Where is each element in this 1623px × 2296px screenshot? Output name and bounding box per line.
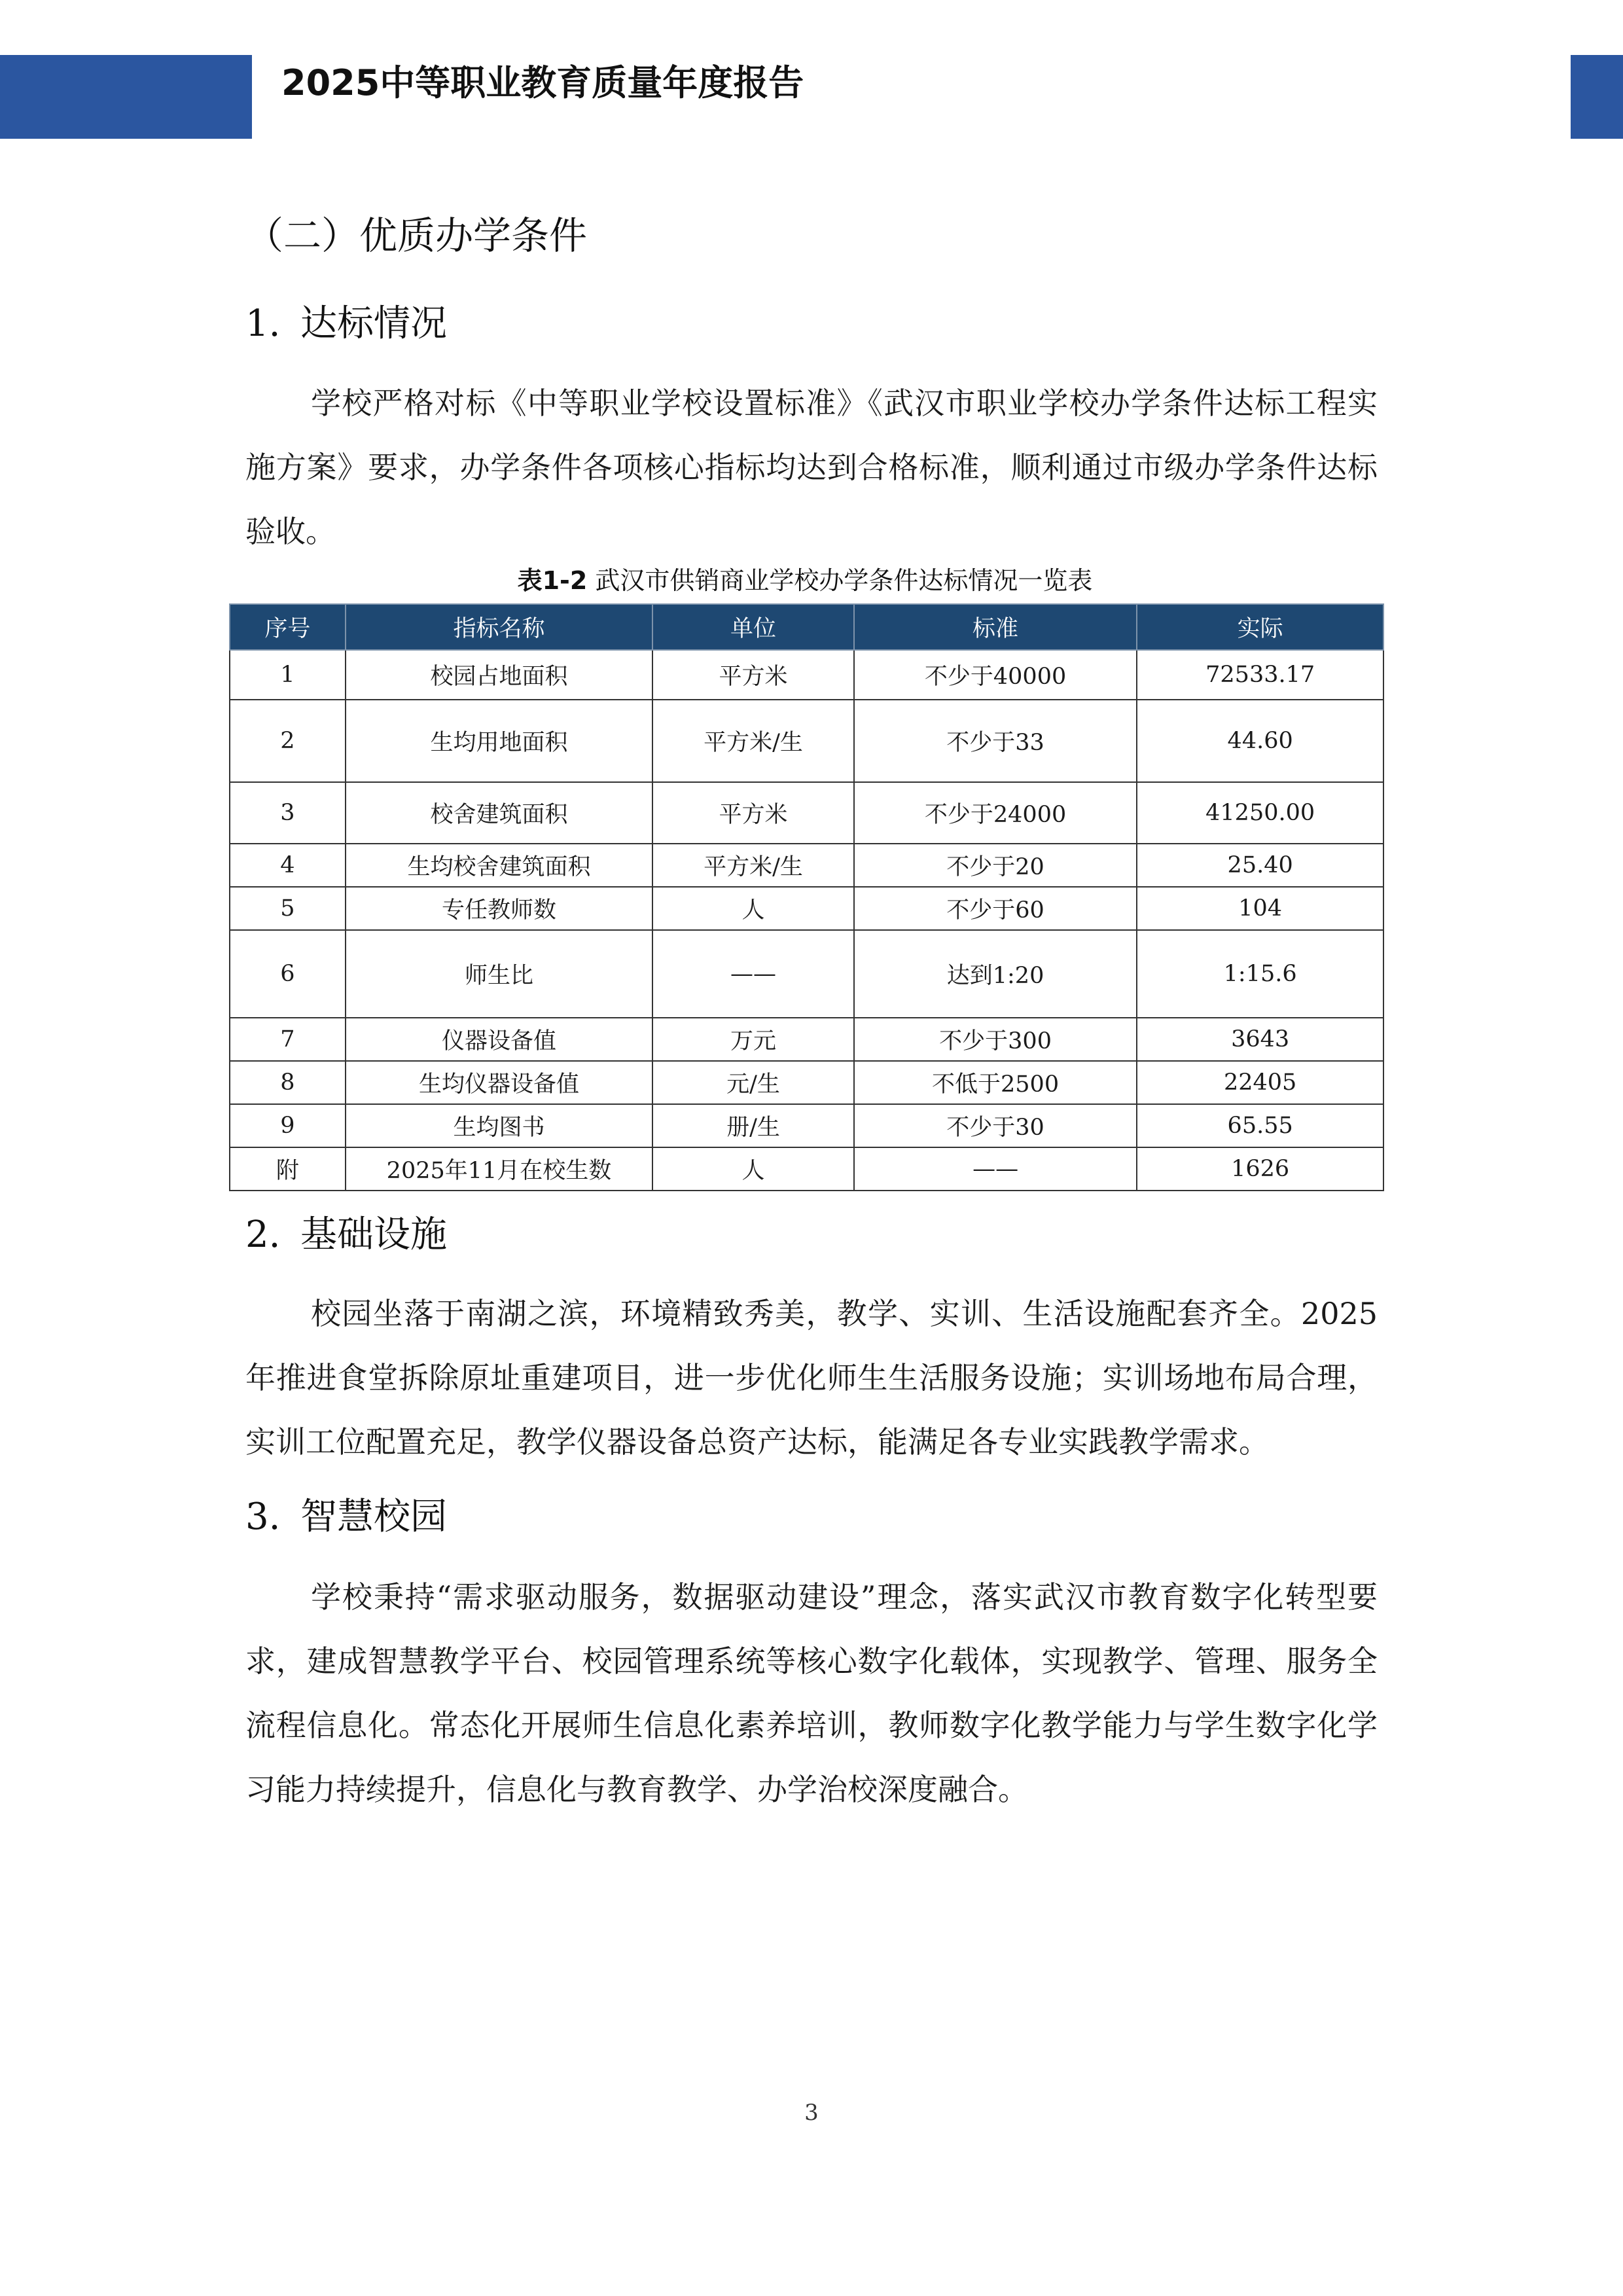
report-title: 2025中等职业教育质量年度报告 [281,62,804,103]
table-cell: 8 [230,1061,346,1104]
table-cell: 不少于24000 [854,782,1137,844]
table-row [230,782,1383,844]
subsection-title: 基础设施 [300,1213,447,1256]
smart-campus-paragraph: 学校秉持“需求驱动服务，数据驱动建设”理念，落实武汉市教育数字化转型要求，建成智慧教学平台、校园管理系统等核心数字化载体，实现教学、管理、服务全流程信息化。常态化开展师生信息化素养培训，教师数字化教学能力与学生数字化学习能力持续提升，信息化与教育教学、办学治校深度融合。 [245,1579,1378,1807]
table-cell: 25.40 [1137,844,1383,887]
table-cell: 1 [230,650,346,700]
table-cell: 不少于20 [854,844,1137,887]
table-row [230,1147,1383,1191]
table-cell: 生均图书 [346,1104,652,1147]
table-cell: 校园占地面积 [346,650,652,700]
table-row [230,700,1383,782]
subsection-heading-smart-campus [245,1491,447,1543]
table-cell: 元/生 [652,1061,854,1104]
table-cell: 65.55 [1137,1104,1383,1147]
subsection-title: 智慧校园 [300,1496,447,1538]
column-header: 标准 [854,604,1137,650]
standards-paragraph: 学校严格对标《中等职业学校设置标准》《武汉市职业学校办学条件达标工程实施方案》要求，办学条件各项核心指标均达到合格标准，顺利通过市级办学条件达标验收。 [245,386,1378,549]
subsection-heading-infrastructure [245,1209,447,1261]
table-cell: 生均用地面积 [346,700,652,782]
table-cell: 校舍建筑面积 [346,782,652,844]
header-band-left [0,55,252,139]
column-header: 指标名称 [346,604,652,650]
subsection-number: 2. [245,1213,281,1256]
table-cell: 不低于2500 [854,1061,1137,1104]
standards-table [229,603,1384,1191]
table-cell: 不少于60 [854,887,1137,930]
table-caption [229,561,1381,600]
table-cell: 41250.00 [1137,782,1383,844]
table-cell: 6 [230,930,346,1018]
table-row [230,1104,1383,1147]
column-header: 单位 [652,604,854,650]
table-cell: 44.60 [1137,700,1383,782]
table-cell: 3 [230,782,346,844]
infrastructure-paragraph: 校园坐落于南湖之滨，环境精致秀美，教学、实训、生活设施配套齐全。2025年推进食堂拆除原址重建项目，进一步优化师生生活服务设施；实训场地布局合理，实训工位配置充足，教学仪器设备总资产达标，能满足各专业实践教学需求。 [245,1296,1378,1460]
table-header-row [230,604,1383,650]
table-caption-text: 武汉市供销商业学校办学条件达标情况一览表 [595,566,1093,595]
table-row [230,650,1383,700]
table-cell: —— [652,930,854,1018]
table-cell: 1626 [1137,1147,1383,1191]
table-caption-label: 表1-2 [517,566,588,595]
table-cell: 72533.17 [1137,650,1383,700]
table-row [230,1018,1383,1061]
page-number: 3 [804,2100,819,2126]
section-title: （二）优质办学条件 [245,213,588,258]
table-cell: 师生比 [346,930,652,1018]
table-cell: 4 [230,844,346,887]
table-cell: 仪器设备值 [346,1018,652,1061]
table-cell: 人 [652,887,854,930]
column-header: 实际 [1137,604,1383,650]
header-band-right [1571,55,1623,139]
table-cell: 专任教师数 [346,887,652,930]
table-cell: —— [854,1147,1137,1191]
subsection-number: 3. [245,1496,281,1538]
table-cell: 平方米 [652,782,854,844]
table-cell: 册/生 [652,1104,854,1147]
table-cell: 附 [230,1147,346,1191]
table-cell: 不少于33 [854,700,1137,782]
table-cell: 22405 [1137,1061,1383,1104]
table-cell: 7 [230,1018,346,1061]
table-cell: 平方米 [652,650,854,700]
table-cell: 1:15.6 [1137,930,1383,1018]
subsection-title: 达标情况 [300,302,447,345]
table-cell: 2025年11月在校生数 [346,1147,652,1191]
table-cell: 平方米/生 [652,700,854,782]
table-cell: 9 [230,1104,346,1147]
table-row [230,887,1383,930]
column-header: 序号 [230,604,346,650]
table-cell: 人 [652,1147,854,1191]
table-row [230,844,1383,887]
table-cell: 不少于300 [854,1018,1137,1061]
table-cell: 平方米/生 [652,844,854,887]
subsection-heading-standards [245,298,447,350]
table-cell: 达到1:20 [854,930,1137,1018]
table-cell: 不少于40000 [854,650,1137,700]
table-cell: 生均仪器设备值 [346,1061,652,1104]
table-cell: 5 [230,887,346,930]
table-cell: 生均校舍建筑面积 [346,844,652,887]
table-cell: 3643 [1137,1018,1383,1061]
subsection-number: 1. [245,302,281,345]
table-row [230,930,1383,1018]
table-row [230,1061,1383,1104]
table-cell: 104 [1137,887,1383,930]
table-cell: 不少于30 [854,1104,1137,1147]
table-cell: 2 [230,700,346,782]
table-cell: 万元 [652,1018,854,1061]
